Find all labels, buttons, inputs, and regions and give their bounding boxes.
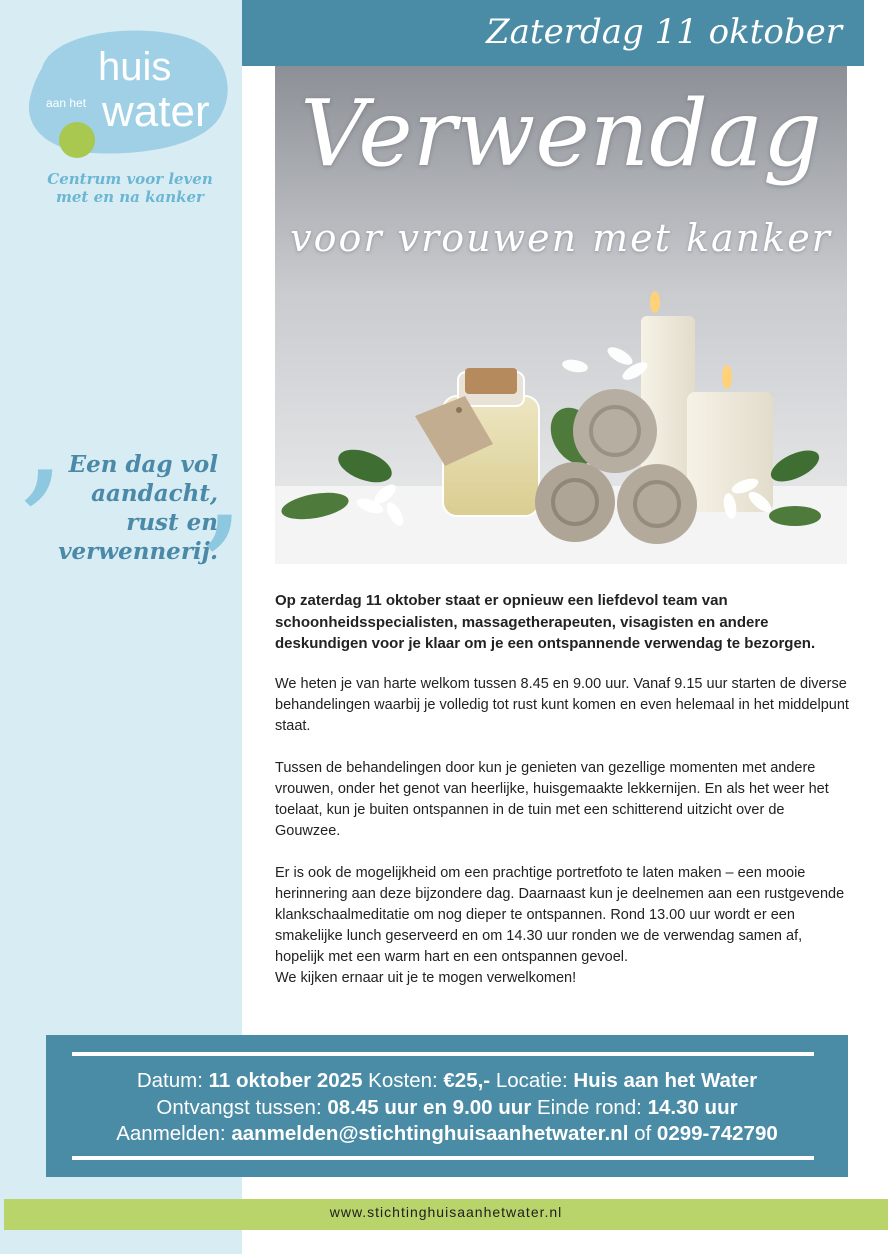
event-date: Zaterdag 11 oktober: [486, 12, 842, 52]
quote-open-icon: ‚: [18, 348, 66, 522]
aanmelden-label: Aanmelden:: [116, 1122, 226, 1145]
email-link[interactable]: aanmelden@stichtinghuisaanhetwater.nl: [231, 1122, 629, 1145]
hero-subtitle: voor vrouwen met kanker: [290, 216, 832, 260]
of-label: of: [634, 1122, 652, 1145]
paragraph-welcome: We heten je van harte welkom tussen 8.45 en 9.00 uur. Vanaf 9.15 uur starten de diverse behandelingen waarbij je volledig tot rust kunt komen en even helemaal in het middelpunt staat.: [275, 675, 849, 734]
intro-paragraph: Op zaterdag 11 oktober staat er opnieuw een liefdevol team van schoonheidsspecialisten, massagetherapeuten, visagisten en andere deskundigen voor je klaar om je een ontspannende verwendag te bezorgen.: [275, 592, 816, 652]
event-info-lines: [46, 1068, 848, 1148]
footer-bar: [4, 1199, 888, 1230]
quote-line-1: Een dag vol: [68, 451, 218, 478]
locatie-value: Huis aan het Water: [573, 1069, 758, 1092]
body-text: [275, 590, 853, 1010]
logo-huis: huis: [98, 45, 172, 89]
quote-line-2: aandacht,: [91, 480, 218, 507]
logo: [22, 28, 237, 168]
paragraph-extras: Er is ook de mogelijkheid om een prachtige portretfoto te laten maken – een mooie herinnering aan deze bijzondere dag. Daarnaast kun je deelnemen aan een rustgevende klankschaalmeditatie om nog dieper te ontspannen. Rond 13.00 uur wordt er een smakelijke lunch geserveerd en om 14.30 uur ronden we de verwendag samen af, hopelijk met een warm hart en een ontspannen gevoel.: [275, 864, 845, 965]
quote-close-icon: ’: [196, 486, 244, 660]
ontvangst-label: Ontvangst tussen:: [156, 1095, 322, 1119]
phone-number[interactable]: 0299-742790: [656, 1122, 778, 1145]
info-line-3: [46, 1121, 848, 1148]
website-link[interactable]: www.stichtinghuisaanhetwater.nl: [329, 1204, 563, 1220]
kosten-value: €25,-: [443, 1069, 491, 1092]
divider-bottom: [72, 1156, 814, 1160]
paragraph-treatments: Tussen de behandelingen door kun je genieten van gezellige momenten met andere vrouwen, onder het genot van heerlijke, huisgemaakte lekkernijen. En als het weer het toelaat, kun je buiten ontspannen in de tuin met een schitterend uitzicht over de Gouwzee.: [275, 759, 829, 839]
paragraph-closing: We kijken ernaar uit je te mogen verwelkomen!: [275, 969, 577, 986]
tagline-line-2: met en na kanker: [56, 188, 204, 206]
hero-title: Verwendag: [300, 80, 822, 187]
einde-label: Einde rond:: [537, 1095, 642, 1119]
datum-value: 11 oktober 2025: [208, 1069, 363, 1092]
hero-image: [275, 66, 847, 564]
kosten-label: Kosten:: [368, 1069, 438, 1092]
einde-value: 14.30 uur: [647, 1095, 738, 1119]
date-banner: [242, 0, 864, 66]
event-info-box: [46, 1035, 848, 1177]
logo-water: water: [102, 87, 210, 136]
info-line-2: [46, 1095, 848, 1122]
datum-label: Datum:: [136, 1069, 203, 1092]
divider-top: [72, 1052, 814, 1056]
locatie-label: Locatie:: [495, 1069, 568, 1092]
quote-line-4: verwennerij.: [58, 538, 218, 565]
quote-line-3: rust en: [126, 509, 218, 536]
pull-quote: [30, 450, 218, 566]
ontvangst-value: 08.45 uur en 9.00 uur: [327, 1095, 532, 1119]
logo-aan-het: aan het: [46, 96, 87, 110]
tagline-line-1: Centrum voor leven: [47, 170, 213, 188]
logo-tagline: [30, 170, 230, 206]
info-line-1: [46, 1068, 848, 1095]
